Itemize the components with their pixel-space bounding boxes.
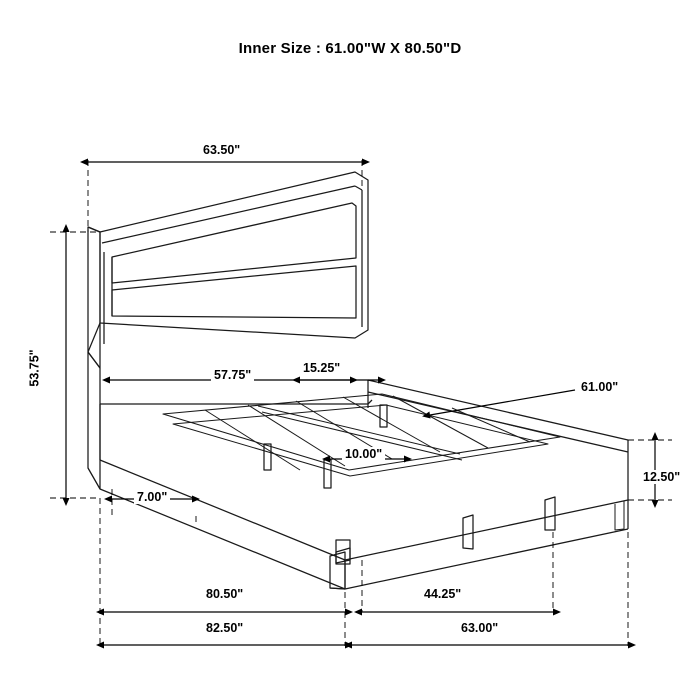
front-rail-top-left	[100, 460, 345, 560]
headboard-panel-outer	[100, 172, 368, 338]
dim-label-overall-length: 63.00"	[458, 621, 501, 635]
front-rail-top-right	[345, 500, 628, 560]
dim-label-panel-width: 57.75"	[211, 368, 254, 382]
front-rail-bottom-right	[345, 529, 628, 589]
slat	[205, 410, 300, 470]
dim-label-headboard-width: 63.50"	[200, 143, 243, 157]
slat	[452, 408, 530, 442]
leg-right	[545, 497, 555, 530]
dim-label-overall-height: 53.75"	[28, 346, 42, 389]
dim-label-inner-width: 61.00"	[578, 380, 621, 394]
slat	[248, 405, 345, 466]
leg-rear-right	[615, 501, 624, 530]
dim-label-slat-clearance: 10.00"	[342, 447, 385, 461]
dim-label-leg-height: 7.00"	[134, 490, 170, 504]
headboard-left-leg	[88, 352, 100, 489]
page-title: Inner Size : 61.00"W X 80.50"D	[238, 40, 462, 57]
headboard-lower-panel	[112, 266, 356, 318]
front-rail-bottom-left	[100, 489, 345, 589]
leg-front-right	[463, 515, 473, 549]
slat-support-leg	[380, 405, 387, 427]
dim-label-rail-thickness: 12.50"	[640, 470, 683, 484]
headboard-upper-panel	[112, 203, 356, 283]
dim-label-footboard-depth: 44.25"	[421, 587, 464, 601]
dim-label-inner-depth: 80.50"	[203, 587, 246, 601]
dim-label-rail-height: 15.25"	[300, 361, 343, 375]
dim-label-overall-depth: 82.50"	[203, 621, 246, 635]
extension-lines	[50, 160, 672, 646]
